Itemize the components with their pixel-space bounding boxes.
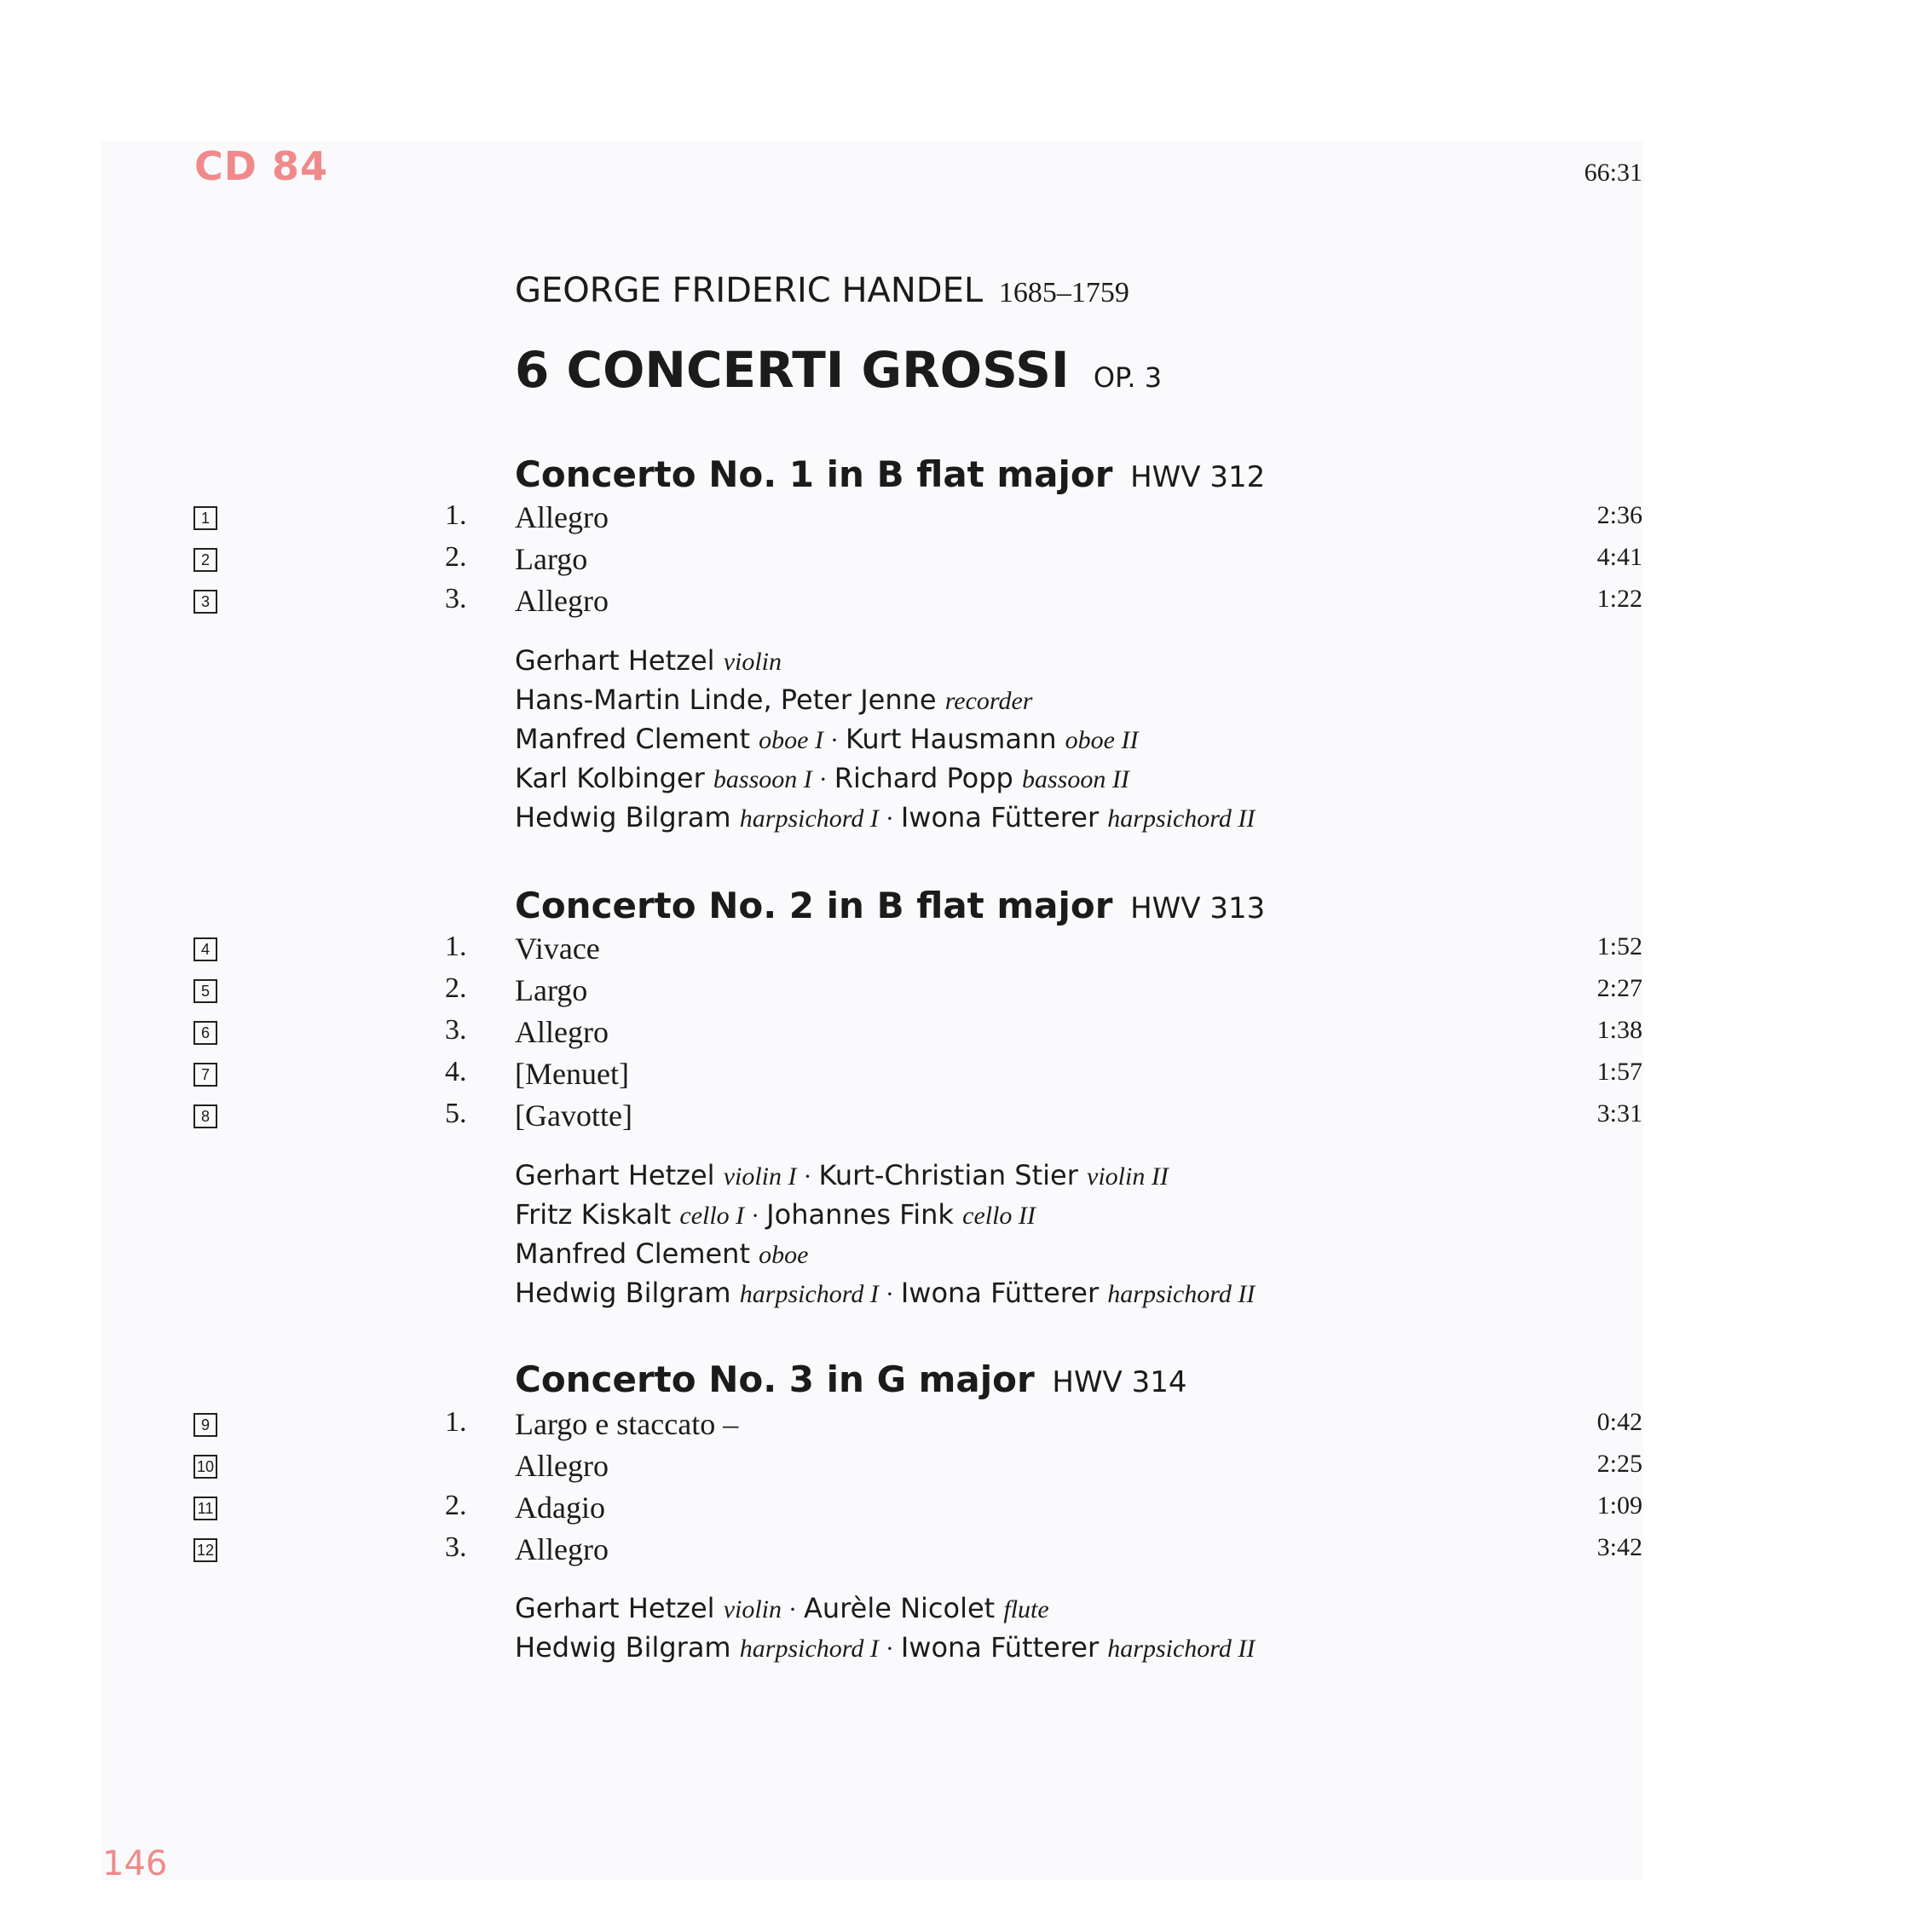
performer-name: Iwona Fütterer xyxy=(900,1631,1100,1664)
performer-line xyxy=(515,1277,1255,1309)
performer-role: recorder xyxy=(944,687,1033,715)
track-row xyxy=(0,1448,1905,1489)
concerto-heading xyxy=(515,453,1265,495)
track-row xyxy=(0,499,1905,540)
track-row xyxy=(0,583,1905,624)
performer-name: Hedwig Bilgram xyxy=(515,1277,731,1309)
separator-dot: · xyxy=(788,1595,798,1623)
track-row xyxy=(0,1098,1905,1139)
performer-line xyxy=(515,1198,1036,1231)
performer-line xyxy=(515,1159,1169,1191)
track-title: [Gavotte] xyxy=(515,1099,632,1133)
movement-number: 2. xyxy=(445,541,467,573)
concerto-heading xyxy=(515,1358,1187,1400)
concerto-title: Concerto No. 3 in G major xyxy=(515,1358,1035,1400)
performer-role: violin xyxy=(723,648,782,676)
performer-role: cello I xyxy=(679,1202,745,1230)
track-duration: 2:25 xyxy=(1596,1450,1642,1478)
track-number-box: 11 xyxy=(193,1497,217,1520)
movement-number: 4. xyxy=(445,1056,467,1087)
track-duration: 1:52 xyxy=(1596,932,1642,960)
track-number-box: 5 xyxy=(193,979,217,1003)
track-number-box: 9 xyxy=(193,1413,217,1437)
track-number-box: 7 xyxy=(193,1063,217,1087)
cd-label: CD 84 xyxy=(194,143,328,189)
concerto-title: Concerto No. 1 in B flat major xyxy=(515,453,1113,495)
track-number-box: 3 xyxy=(193,590,217,614)
track-number-box: 6 xyxy=(193,1021,217,1045)
track-number-box: 4 xyxy=(193,937,217,961)
track-duration: 1:22 xyxy=(1596,585,1642,613)
separator-dot: · xyxy=(818,765,828,793)
performer-line xyxy=(515,1237,809,1270)
track-row xyxy=(0,1490,1905,1531)
performer-name: Gerhart Hetzel xyxy=(515,1592,715,1624)
performer-name: Karl Kolbinger xyxy=(515,762,705,794)
performer-name: Aurèle Nicolet xyxy=(804,1592,996,1624)
track-row xyxy=(0,1531,1905,1572)
opus-number: OP. 3 xyxy=(1093,361,1163,394)
track-row xyxy=(0,1406,1905,1447)
performer-line xyxy=(515,762,1129,794)
movement-number: 2. xyxy=(445,972,467,1004)
track-title: Allegro xyxy=(515,1449,609,1483)
track-duration: 3:42 xyxy=(1596,1533,1642,1561)
track-duration: 3:31 xyxy=(1596,1099,1642,1127)
track-duration: 2:36 xyxy=(1596,501,1642,529)
track-title: Allegro xyxy=(515,1015,609,1049)
movement-number: 2. xyxy=(445,1490,467,1521)
page-number: 146 xyxy=(102,1844,168,1883)
composer-heading xyxy=(515,271,1129,310)
performer-role: oboe II xyxy=(1065,726,1139,754)
performer-line xyxy=(515,683,1032,716)
composer-name: GEORGE FRIDERIC HANDEL xyxy=(515,271,984,310)
hwv-number: HWV 312 xyxy=(1130,460,1266,494)
performer-role: harpsichord I xyxy=(739,1635,879,1663)
performer-name: Hedwig Bilgram xyxy=(515,801,731,833)
separator-dot: · xyxy=(803,1162,812,1191)
track-number-box: 8 xyxy=(193,1104,217,1128)
separator-dot: · xyxy=(885,1635,894,1663)
track-duration: 1:09 xyxy=(1596,1491,1642,1520)
performer-name: Manfred Clement xyxy=(515,1237,750,1270)
track-title: Adagio xyxy=(515,1491,605,1525)
performer-name: Johannes Fink xyxy=(766,1198,954,1231)
performer-line xyxy=(515,723,1138,755)
composer-years: 1685–1759 xyxy=(998,277,1129,309)
track-row xyxy=(0,931,1905,972)
total-duration: 66:31 xyxy=(1584,159,1642,187)
track-row xyxy=(0,541,1905,582)
track-title: Largo xyxy=(515,973,588,1007)
performer-role: oboe I xyxy=(759,726,823,754)
performer-role: bassoon II xyxy=(1021,765,1129,793)
track-title: Largo xyxy=(515,542,588,576)
track-duration: 0:42 xyxy=(1596,1408,1642,1436)
separator-dot: · xyxy=(829,726,839,754)
performer-role: violin I xyxy=(723,1162,797,1191)
performer-name: Kurt-Christian Stier xyxy=(818,1159,1078,1191)
performer-role: violin xyxy=(723,1595,782,1623)
track-row xyxy=(0,972,1905,1013)
performer-name: Kurt Hausmann xyxy=(845,723,1057,755)
performer-name: Iwona Fütterer xyxy=(900,801,1100,833)
track-title: Allegro xyxy=(515,584,609,618)
track-row xyxy=(0,1014,1905,1055)
movement-number: 1. xyxy=(445,931,467,962)
performer-name: Fritz Kiskalt xyxy=(515,1198,672,1231)
movement-number: 1. xyxy=(445,1406,467,1438)
track-duration: 2:27 xyxy=(1596,974,1642,1002)
performer-line xyxy=(515,644,782,677)
separator-dot: · xyxy=(885,805,894,833)
track-title: Allegro xyxy=(515,1532,609,1566)
hwv-number: HWV 314 xyxy=(1052,1365,1187,1399)
track-title: [Menuet] xyxy=(515,1057,629,1091)
track-title: Vivace xyxy=(515,931,600,966)
movement-number: 3. xyxy=(445,1531,467,1563)
track-title: Largo e staccato – xyxy=(515,1407,739,1441)
concerto-title: Concerto No. 2 in B flat major xyxy=(515,885,1113,926)
performer-name: Hans-Martin Linde, Peter Jenne xyxy=(515,683,937,716)
movement-number: 5. xyxy=(445,1098,467,1129)
performer-role: violin II xyxy=(1087,1162,1169,1191)
performer-role: cello II xyxy=(962,1202,1036,1230)
movement-number: 3. xyxy=(445,1014,467,1046)
track-duration: 4:41 xyxy=(1596,543,1642,571)
track-row xyxy=(0,1056,1905,1097)
performer-line xyxy=(515,1592,1049,1624)
movement-number: 3. xyxy=(445,583,467,614)
performer-name: Manfred Clement xyxy=(515,723,750,755)
performer-role: harpsichord II xyxy=(1107,1280,1256,1308)
performer-line xyxy=(515,1631,1255,1664)
separator-dot: · xyxy=(885,1280,894,1308)
performer-name: Richard Popp xyxy=(834,762,1013,794)
performer-role: oboe xyxy=(759,1241,809,1269)
performer-name: Hedwig Bilgram xyxy=(515,1631,731,1664)
track-duration: 1:57 xyxy=(1596,1058,1642,1086)
performer-name: Iwona Fütterer xyxy=(900,1277,1100,1309)
track-number-box: 2 xyxy=(193,548,217,572)
performer-role: harpsichord II xyxy=(1107,1635,1256,1663)
track-title: Allegro xyxy=(515,500,609,534)
track-number-box: 12 xyxy=(193,1538,217,1562)
performer-name: Gerhart Hetzel xyxy=(515,1159,715,1191)
movement-number: 1. xyxy=(445,499,467,531)
performer-role: bassoon I xyxy=(713,765,812,793)
track-duration: 1:38 xyxy=(1596,1016,1642,1044)
performer-role: flute xyxy=(1003,1595,1049,1623)
track-number-box: 1 xyxy=(193,506,217,530)
performer-role: harpsichord I xyxy=(739,805,879,833)
concerto-heading xyxy=(515,885,1265,926)
work-title xyxy=(515,341,1162,399)
performer-role: harpsichord II xyxy=(1107,805,1256,833)
separator-dot: · xyxy=(751,1202,760,1230)
hwv-number: HWV 313 xyxy=(1130,891,1266,926)
track-number-box: 10 xyxy=(193,1455,217,1479)
work-title-text: 6 CONCERTI GROSSI xyxy=(515,341,1070,399)
performer-role: harpsichord I xyxy=(739,1280,879,1308)
performer-name: Gerhart Hetzel xyxy=(515,644,715,677)
performer-line xyxy=(515,801,1255,833)
